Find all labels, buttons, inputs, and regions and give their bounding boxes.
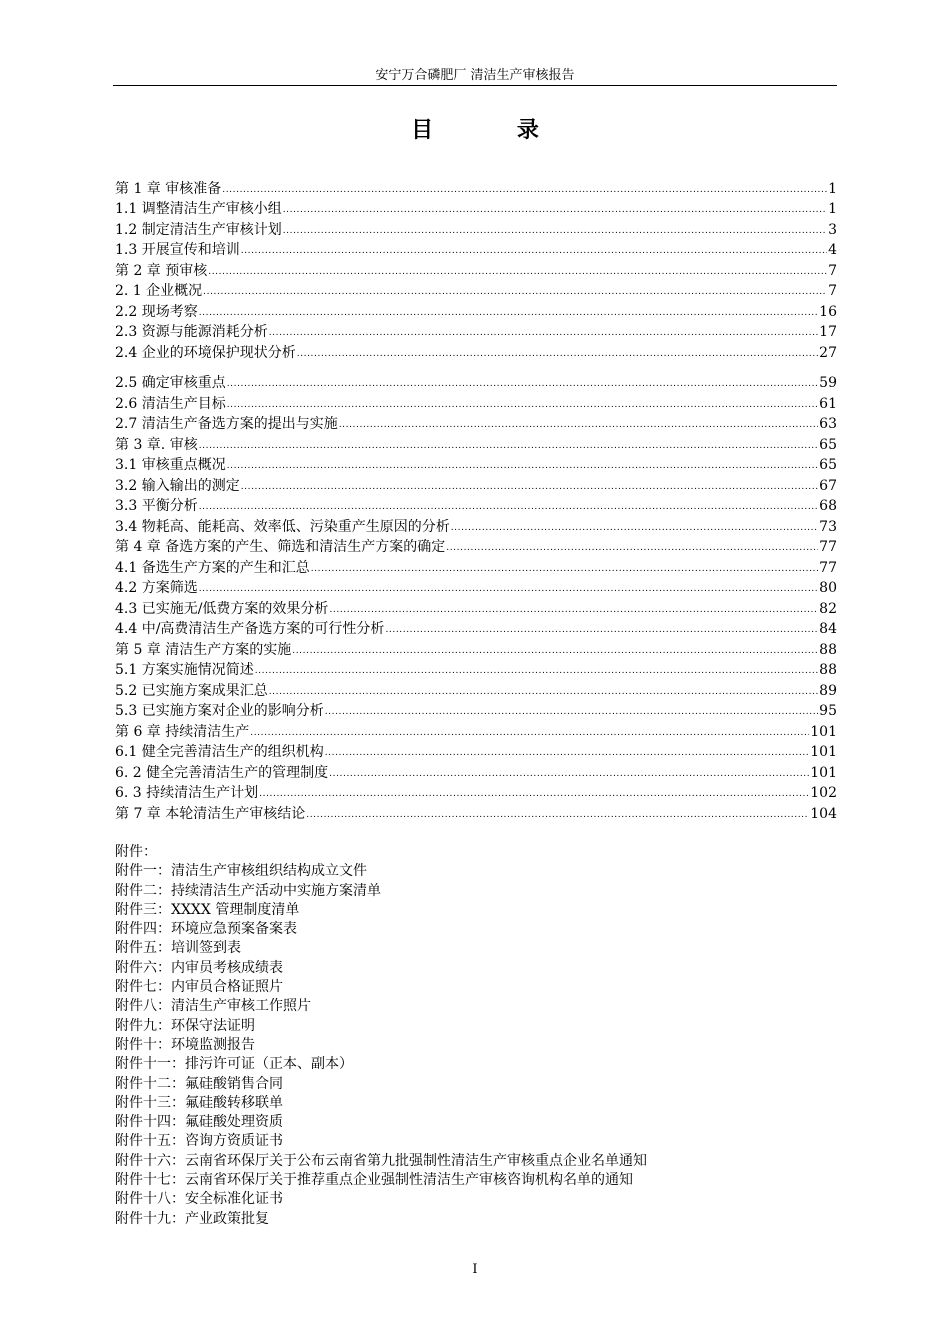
toc-entry[interactable] — [115, 281, 837, 302]
toc-entry-page: 1 — [828, 180, 837, 197]
toc-entry[interactable] — [115, 199, 837, 220]
toc-entry-page: 77 — [819, 559, 837, 576]
toc-entry-label: 4.3 已实施无/低费方案的效果分析 — [115, 600, 329, 617]
toc-dot-leader — [199, 307, 818, 319]
toc-dot-leader — [227, 399, 818, 411]
toc-dot-leader — [241, 481, 818, 493]
attachment-item: 附件三：XXXX 管理制度清单 — [115, 901, 300, 918]
toc-dot-leader — [306, 809, 809, 821]
toc-dot-leader — [222, 184, 827, 196]
toc-entry-page: 7 — [828, 262, 837, 279]
attachments-list — [115, 843, 837, 1229]
toc-entry-label: 第 7 章 本轮清洁生产审核结论 — [115, 805, 306, 822]
toc-entry[interactable] — [115, 598, 837, 619]
attachment-item: 附件十五：咨询方资质证书 — [115, 1133, 283, 1150]
toc-entry-label: 3.2 输入输出的测定 — [115, 477, 240, 494]
toc-entry-label: 第 6 章 持续清洁生产 — [115, 723, 250, 740]
toc-dot-leader — [329, 604, 818, 616]
toc-entry-page: 88 — [819, 641, 837, 658]
attachment-item: 附件十一：排污许可证（正本、副本） — [115, 1056, 353, 1073]
toc-entry-label: 6. 3 持续清洁生产计划 — [115, 785, 259, 801]
toc-entry[interactable] — [115, 322, 837, 343]
toc-entry[interactable] — [115, 414, 837, 435]
toc-entry-label: 5.1 方案实施情况简述 — [115, 662, 254, 678]
toc-dot-leader — [199, 501, 818, 513]
page-title: 目 录 — [411, 117, 577, 143]
toc-entry-page: 17 — [819, 324, 837, 340]
attachment-item: 附件八：清洁生产审核工作照片 — [115, 998, 311, 1015]
toc-entry-label: 2.4 企业的环境保护现状分析 — [115, 344, 296, 361]
toc-entry-label: 4.2 方案筛选 — [115, 580, 198, 596]
attachment-item: 附件十四：氟硅酸处理资质 — [115, 1114, 283, 1131]
toc-entry-label: 1.2 制定清洁生产审核计划 — [115, 221, 282, 238]
toc-dot-leader — [446, 542, 818, 554]
page-header: 安宁万合磷肥厂 清洁生产审核报告 — [375, 68, 575, 83]
toc-entry[interactable] — [115, 783, 837, 804]
toc-entry-page: 1 — [828, 201, 837, 217]
toc-dot-leader — [451, 522, 818, 534]
toc-entry-label: 6. 2 健全完善清洁生产的管理制度 — [115, 764, 329, 781]
toc-entry[interactable] — [115, 660, 837, 681]
toc-entry-label: 5.2 已实施方案成果汇总 — [115, 682, 268, 699]
toc-entry-page: 65 — [819, 436, 837, 453]
toc-entry[interactable] — [115, 537, 837, 558]
toc-entry[interactable] — [115, 496, 837, 517]
toc-dot-leader — [269, 327, 818, 339]
toc-dot-leader — [227, 460, 818, 472]
toc-entry-label: 3.3 平衡分析 — [115, 498, 198, 514]
toc-entry-page: 84 — [819, 621, 837, 637]
toc-entry-label: 第 5 章 清洁生产方案的实施 — [115, 641, 292, 658]
toc-dot-leader — [250, 727, 809, 739]
toc-entry-page: 4 — [828, 242, 837, 258]
toc-entry[interactable] — [115, 619, 837, 640]
table-of-contents — [115, 178, 837, 824]
toc-entry-page: 63 — [819, 416, 837, 432]
toc-entry-page: 3 — [828, 221, 837, 238]
toc-entry[interactable] — [115, 455, 837, 476]
toc-entry[interactable] — [115, 578, 837, 599]
toc-entry-label: 第 3 章. 审核 — [115, 436, 198, 453]
toc-dot-leader — [208, 266, 827, 278]
toc-entry-page: 104 — [810, 805, 837, 822]
toc-entry-label: 6.1 健全完善清洁生产的组织机构 — [115, 744, 324, 760]
toc-entry-page: 101 — [810, 764, 837, 781]
attachment-item: 附件一：清洁生产审核组织结构成立文件 — [115, 863, 367, 880]
toc-entry-page: 7 — [828, 283, 837, 299]
toc-entry-page: 61 — [819, 395, 837, 412]
toc-dot-leader — [283, 204, 827, 216]
toc-dot-leader — [385, 624, 818, 636]
page-number: I — [472, 1262, 478, 1277]
attachment-item: 附件十二：氟硅酸销售合同 — [115, 1075, 283, 1092]
toc-entry[interactable] — [115, 393, 837, 414]
toc-entry-page: 89 — [819, 682, 837, 699]
toc-entry[interactable] — [115, 342, 837, 363]
toc-entry[interactable] — [115, 516, 837, 537]
attachment-item: 附件四：环境应急预案备案表 — [115, 921, 297, 938]
toc-entry[interactable] — [115, 721, 837, 742]
toc-entry[interactable] — [115, 803, 837, 824]
toc-entry-page: 59 — [819, 375, 837, 391]
toc-dot-leader — [255, 665, 818, 677]
toc-entry-page: 27 — [819, 344, 837, 361]
attachments-heading: 附件： — [115, 844, 157, 860]
toc-entry-page: 101 — [810, 723, 837, 740]
toc-dot-leader — [325, 747, 810, 759]
attachment-item: 附件九：环保守法证明 — [115, 1017, 255, 1034]
attachment-item: 附件二：持续清洁生产活动中实施方案清单 — [115, 882, 381, 899]
attachment-item: 附件十六：云南省环保厅关于公布云南省第九批强制性清洁生产审核重点企业名单通知 — [115, 1152, 647, 1169]
attachment-item: 附件十：环境监测报告 — [115, 1036, 255, 1053]
toc-dot-leader — [297, 348, 818, 360]
toc-entry-page: 68 — [819, 498, 837, 514]
toc-entry-page: 16 — [819, 303, 837, 320]
header-rule — [113, 85, 837, 86]
attachment-item: 附件六：内审员考核成绩表 — [115, 959, 283, 976]
toc-dot-leader — [227, 378, 818, 390]
toc-entry[interactable] — [115, 260, 837, 281]
attachment-item: 附件十九：产业政策批复 — [115, 1210, 269, 1227]
toc-entry[interactable] — [115, 762, 837, 783]
toc-entry-label: 2.3 资源与能源消耗分析 — [115, 324, 268, 340]
toc-entry-label: 2.5 确定审核重点 — [115, 375, 226, 391]
toc-entry[interactable] — [115, 301, 837, 322]
toc-entry-label: 4.4 中/高费清洁生产备选方案的可行性分析 — [115, 621, 385, 637]
toc-entry-page: 101 — [810, 744, 837, 760]
toc-entry[interactable] — [115, 373, 837, 394]
toc-dot-leader — [203, 286, 827, 298]
toc-entry-label: 2.6 清洁生产目标 — [115, 395, 226, 412]
toc-entry[interactable] — [115, 434, 837, 455]
attachment-item: 附件十三：氟硅酸转移联单 — [115, 1094, 283, 1111]
toc-entry[interactable] — [115, 680, 837, 701]
toc-entry-page: 102 — [810, 785, 837, 801]
attachment-item: 附件十七：云南省环保厅关于推荐重点企业强制性清洁生产审核咨询机构名单的通知 — [115, 1172, 633, 1189]
toc-entry[interactable] — [115, 701, 837, 722]
toc-entry[interactable] — [115, 475, 837, 496]
toc-dot-leader — [311, 563, 818, 575]
toc-entry-page: 77 — [819, 539, 837, 555]
toc-entry-label: 3.4 物耗高、能耗高、效率低、污染重产生原因的分析 — [115, 518, 450, 535]
toc-dot-leader — [199, 440, 818, 452]
toc-entry[interactable] — [115, 557, 837, 578]
toc-entry-page: 95 — [819, 703, 837, 719]
toc-dot-leader — [259, 788, 809, 800]
toc-entry-label: 1.3 开展宣传和培训 — [115, 242, 240, 258]
toc-entry[interactable] — [115, 240, 837, 261]
toc-dot-leader — [339, 419, 818, 431]
attachment-item: 附件五：培训签到表 — [115, 940, 241, 957]
toc-entry[interactable] — [115, 639, 837, 660]
toc-dot-leader — [329, 768, 809, 780]
toc-dot-leader — [283, 225, 827, 237]
toc-entry-page: 73 — [819, 518, 837, 535]
toc-entry-label: 2.7 清洁生产备选方案的提出与实施 — [115, 416, 338, 432]
attachment-item: 附件十八：安全标准化证书 — [115, 1191, 283, 1208]
toc-entry-label: 4.1 备选生产方案的产生和汇总 — [115, 559, 310, 576]
toc-entry-label: 第 2 章 预审核 — [115, 262, 208, 279]
toc-entry[interactable] — [115, 178, 837, 199]
toc-entry[interactable] — [115, 219, 837, 240]
toc-entry-page: 67 — [819, 477, 837, 494]
toc-entry-label: 2. 1 企业概况 — [115, 283, 203, 299]
toc-dot-leader — [199, 583, 818, 595]
toc-entry-page: 65 — [819, 457, 837, 473]
toc-entry-label: 第 1 章 审核准备 — [115, 180, 222, 197]
toc-entry-label: 第 4 章 备选方案的产生、筛选和清洁生产方案的确定 — [115, 539, 446, 555]
toc-entry-label: 5.3 已实施方案对企业的影响分析 — [115, 703, 324, 719]
attachment-item: 附件七：内审员合格证照片 — [115, 979, 283, 996]
toc-entry-label: 1.1 调整清洁生产审核小组 — [115, 201, 282, 217]
toc-dot-leader — [241, 245, 827, 257]
toc-dot-leader — [292, 645, 818, 657]
toc-entry-label: 3.1 审核重点概况 — [115, 457, 226, 473]
toc-dot-leader — [269, 686, 818, 698]
toc-entry[interactable] — [115, 742, 837, 763]
toc-entry-label: 2.2 现场考察 — [115, 303, 198, 320]
toc-entry-page: 88 — [819, 662, 837, 678]
toc-entry-page: 80 — [819, 580, 837, 596]
toc-dot-leader — [325, 706, 818, 718]
toc-entry-page: 82 — [819, 600, 837, 617]
